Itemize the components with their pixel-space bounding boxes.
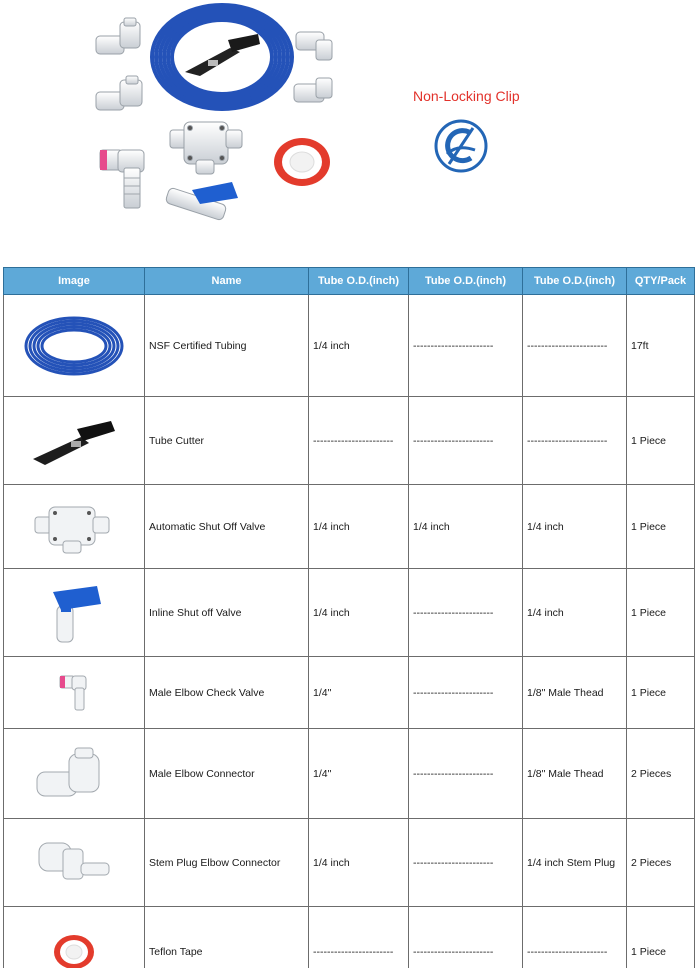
row-od2: 1/4 inch — [409, 485, 523, 569]
spec-table — [3, 267, 695, 968]
inline-valve-image — [39, 578, 109, 648]
row-qty: 2 Pieces — [627, 729, 695, 819]
table-row — [4, 485, 695, 569]
non-locking-clip-icon — [433, 118, 489, 174]
auto-shut-off-valve — [170, 122, 242, 174]
row-od3: ----------------------- — [523, 397, 627, 485]
table-row — [4, 295, 695, 397]
header-tube-od-1: Tube O.D.(inch) — [309, 268, 409, 295]
row-od3: 1/8" Male Thead — [523, 729, 627, 819]
teflon-tape-image — [49, 927, 99, 968]
row-image-cell — [4, 729, 145, 819]
row-image-cell — [4, 569, 145, 657]
row-name: Stem Plug Elbow Connector — [145, 819, 309, 907]
row-image-cell — [4, 295, 145, 397]
tubing-coil-image — [19, 311, 129, 381]
elbow-connector-image — [29, 744, 119, 804]
row-name: Teflon Tape — [145, 907, 309, 968]
row-od3: 1/8" Male Thead — [523, 657, 627, 729]
table-row — [4, 907, 695, 968]
row-name: Automatic Shut Off Valve — [145, 485, 309, 569]
row-od1: 1/4" — [309, 657, 409, 729]
row-qty: 1 Piece — [627, 485, 695, 569]
row-od1: 1/4 inch — [309, 819, 409, 907]
header-tube-od-3: Tube O.D.(inch) — [523, 268, 627, 295]
row-qty: 1 Piece — [627, 397, 695, 485]
row-qty: 2 Pieces — [627, 819, 695, 907]
row-od1: ----------------------- — [309, 907, 409, 968]
elbow-bottom-right — [294, 78, 332, 102]
row-od1: ----------------------- — [309, 397, 409, 485]
row-name: Male Elbow Connector — [145, 729, 309, 819]
row-od2: ----------------------- — [409, 729, 523, 819]
row-od3: 1/4 inch — [523, 485, 627, 569]
row-name: Tube Cutter — [145, 397, 309, 485]
shut-off-valve-image — [29, 497, 119, 557]
table-row — [4, 569, 695, 657]
tube-cutter — [185, 34, 260, 76]
row-od2: ----------------------- — [409, 295, 523, 397]
non-locking-clip-label: Non-Locking Clip — [413, 88, 520, 104]
row-qty: 1 Piece — [627, 657, 695, 729]
stem-elbow-image — [29, 833, 119, 893]
row-name: Male Elbow Check Valve — [145, 657, 309, 729]
row-od3: 1/4 inch — [523, 569, 627, 657]
teflon-tape — [274, 138, 330, 186]
row-qty: 1 Piece — [627, 907, 695, 968]
row-od2: ----------------------- — [409, 397, 523, 485]
row-od3: 1/4 inch Stem Plug — [523, 819, 627, 907]
table-row — [4, 397, 695, 485]
table-header-row — [4, 268, 695, 295]
row-name: NSF Certified Tubing — [145, 295, 309, 397]
table-row — [4, 819, 695, 907]
row-od1: 1/4 inch — [309, 569, 409, 657]
row-image-cell — [4, 657, 145, 729]
row-od2: ----------------------- — [409, 569, 523, 657]
row-image-cell — [4, 819, 145, 907]
elbow-bottom-left — [96, 76, 142, 110]
row-od3: ----------------------- — [523, 907, 627, 968]
check-valve-image — [54, 668, 94, 718]
header-tube-od-2: Tube O.D.(inch) — [409, 268, 523, 295]
header-qty-pack: QTY/Pack — [627, 268, 695, 295]
table-row — [4, 657, 695, 729]
header-name: Name — [145, 268, 309, 295]
product-kit-illustration — [0, 0, 697, 262]
row-od1: 1/4" — [309, 729, 409, 819]
row-name: Inline Shut off Valve — [145, 569, 309, 657]
row-qty: 1 Piece — [627, 569, 695, 657]
inline-valve — [165, 182, 238, 221]
row-qty: 17ft — [627, 295, 695, 397]
row-od2: ----------------------- — [409, 907, 523, 968]
row-od1: 1/4 inch — [309, 485, 409, 569]
row-od2: ----------------------- — [409, 657, 523, 729]
row-od1: 1/4 inch — [309, 295, 409, 397]
kit-photo — [80, 0, 380, 262]
table-row — [4, 729, 695, 819]
row-image-cell — [4, 907, 145, 968]
row-image-cell — [4, 397, 145, 485]
elbow-top-right — [296, 32, 332, 60]
row-image-cell — [4, 485, 145, 569]
check-valve — [100, 150, 144, 208]
row-od3: ----------------------- — [523, 295, 627, 397]
elbow-top-left — [96, 18, 140, 54]
tube-cutter-image — [19, 411, 129, 471]
header-image: Image — [4, 268, 145, 295]
row-od2: ----------------------- — [409, 819, 523, 907]
